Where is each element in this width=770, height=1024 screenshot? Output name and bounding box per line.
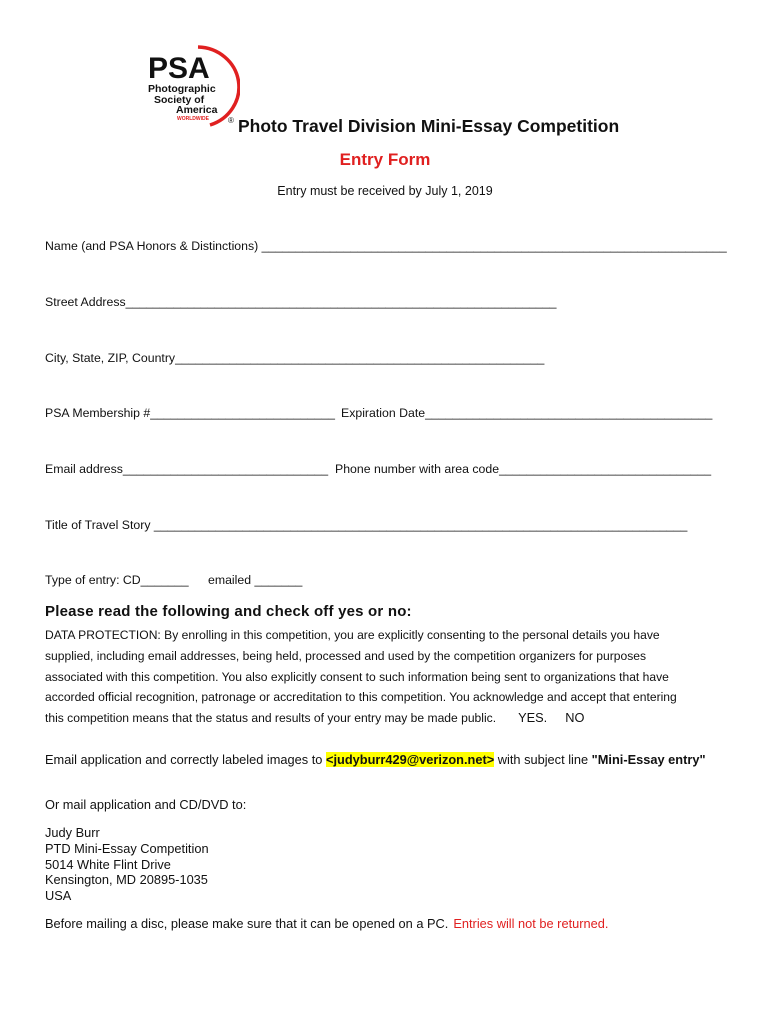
logo-abbr: PSA (148, 52, 210, 85)
address-line: USA (45, 888, 72, 904)
logo-line2: Society of (154, 94, 205, 106)
no-option[interactable]: NO (565, 710, 585, 726)
page-title: Photo Travel Division Mini-Essay Competition (238, 116, 620, 136)
paragraph-line: DATA PROTECTION: By enrolling in this competition, you are explicitly consenting to the personal details you have (45, 628, 660, 642)
paragraph-line: associated with this competition. You also explicitly consent to such information being sent to organizations that have (45, 669, 669, 684)
email-address-field[interactable]: Email address______________________________ (45, 462, 329, 476)
email-prefix: Email application and correctly labeled images to (45, 752, 326, 767)
story-title-field[interactable]: Title of Travel Story ______________________________________________________________________________ (45, 518, 688, 532)
address-line: Judy Burr (45, 825, 100, 840)
mail-intro: Or mail application and CD/DVD to: (45, 797, 247, 812)
registered-mark: ® (228, 116, 234, 125)
email-link[interactable]: <judyburr429@verizon.net> (325, 752, 495, 767)
paragraph-line: this competition means that the status and results of your entry may be made public. (45, 711, 497, 726)
logo-line3: America (176, 104, 218, 116)
yes-option[interactable]: YES. (518, 710, 548, 726)
psa-logo (140, 45, 240, 131)
form-subtitle: Entry Form (339, 150, 431, 169)
data-protection-paragraph (45, 625, 735, 729)
psa-logo-graphic (140, 45, 240, 131)
address-line: PTD Mini-Essay Competition (45, 840, 209, 856)
paragraph-line: supplied, including email addresses, being held, processed and used by the competition organizers for purposes (45, 648, 647, 663)
return-note: Entries will not be returned. (453, 916, 609, 931)
address-line: Kensington, MD 20895-1035 (45, 872, 208, 888)
entry-type-emailed-field[interactable]: emailed _______ (208, 573, 303, 587)
paragraph-line: accorded official recognition, patronage or accreditation to this competition. You acknowledge and accept that entering (45, 690, 677, 705)
deadline-note: Entry must be received by July 1, 2019 (277, 184, 493, 198)
mailing-address (45, 825, 209, 904)
city-state-zip-field[interactable]: City, State, ZIP, Country______________________________________________________ (45, 351, 545, 365)
name-field[interactable]: Name (and PSA Honors & Distinctions) ____________________________________________________________________ (45, 239, 727, 253)
address-line: 5014 White Flint Drive (45, 856, 171, 872)
consent-heading: Please read the following and check off yes or no: (45, 603, 412, 620)
entry-type-cd-field[interactable]: Type of entry: CD_______ (45, 573, 189, 587)
email-middle: with subject line (494, 752, 592, 767)
street-address-field[interactable]: Street Address_______________________________________________________________ (45, 295, 557, 309)
logo-line1: Photographic (148, 83, 216, 95)
email-instructions (45, 752, 725, 768)
logo-line4: WORLDWIDE (177, 116, 209, 122)
disc-note-text: Before mailing a disc, please make sure that it can be opened on a PC. (45, 916, 449, 931)
phone-number-field[interactable]: Phone number with area code_______________________________ (335, 462, 712, 476)
expiration-date-field[interactable]: Expiration Date__________________________________________ (341, 406, 713, 420)
disc-note (45, 916, 608, 931)
paragraph-line-last (45, 708, 735, 729)
subject-line: "Mini-Essay entry" (591, 752, 706, 767)
membership-number-field[interactable]: PSA Membership #___________________________ (45, 406, 335, 420)
